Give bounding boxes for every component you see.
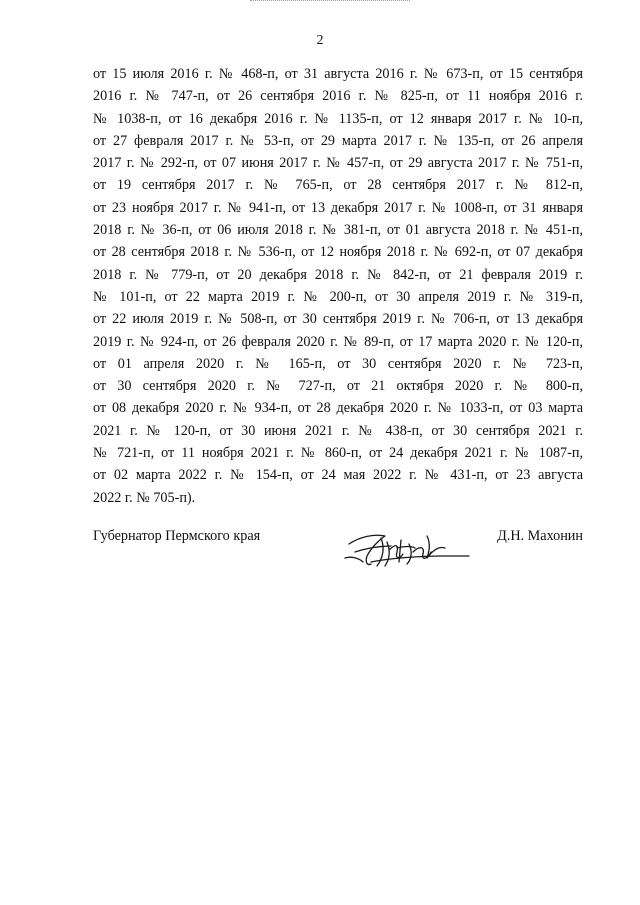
text-line: № 1038-п, от 16 декабря 2016 г. № 1135-п, от 12 января 2017 г. № 10-п, bbox=[93, 110, 583, 127]
text-line: от 01 апреля 2020 г. № 165-п, от 30 сентября 2020 г. № 723-п, bbox=[93, 355, 583, 372]
body-paragraph bbox=[93, 63, 583, 509]
signature-block bbox=[93, 522, 583, 572]
text-line: 2018 г. № 36-п, от 06 июля 2018 г. № 381-п, от 01 августа 2018 г. № 451-п, bbox=[93, 222, 583, 239]
text-line: от 22 июля 2019 г. № 508-п, от 30 сентября 2019 г. № 706-п, от 13 декабря bbox=[93, 311, 583, 328]
text-line: от 15 июля 2016 г. № 468-п, от 31 августа 2016 г. № 673-п, от 15 сентября bbox=[93, 66, 583, 82]
text-line: № 721-п, от 11 ноября 2021 г. № 860-п, от 24 декабря 2021 г. № 1087-п, bbox=[93, 445, 583, 462]
top-edge-rule bbox=[250, 0, 410, 2]
page-number: 2 bbox=[316, 33, 324, 48]
text-line: 2016 г. № 747-п, от 26 сентября 2016 г. № 825-п, от 11 ноября 2016 г. bbox=[93, 88, 583, 105]
text-line: от 27 февраля 2017 г. № 53-п, от 29 марта 2017 г. № 135-п, от 26 апреля bbox=[93, 132, 583, 149]
signatory-name: Д.Н. Махонин bbox=[497, 528, 583, 544]
text-line: от 19 сентября 2017 г. № 765-п, от 28 сентября 2017 г. № 812-п, bbox=[93, 177, 583, 194]
text-line: от 30 сентября 2020 г. № 727-п, от 21 октября 2020 г. № 800-п, bbox=[93, 378, 583, 395]
text-line: 2019 г. № 924-п, от 26 февраля 2020 г. № 89-п, от 17 марта 2020 г. № 120-п, bbox=[93, 333, 583, 350]
text-line: от 28 сентября 2018 г. № 536-п, от 12 ноября 2018 г. № 692-п, от 07 декабря bbox=[93, 244, 583, 261]
text-line: от 02 марта 2022 г. № 154-п, от 24 мая 2022 г. № 431-п, от 23 августа bbox=[93, 467, 583, 484]
signatory-title: Губернатор Пермского края bbox=[93, 528, 261, 544]
handwritten-signature bbox=[341, 522, 471, 572]
text-line: 2018 г. № 779-п, от 20 декабря 2018 г. № 842-п, от 21 февраля 2019 г. bbox=[93, 266, 583, 283]
text-line: от 08 декабря 2020 г. № 934-п, от 28 декабря 2020 г. № 1033-п, от 03 марта bbox=[93, 400, 583, 417]
text-line: № 101-п, от 22 марта 2019 г. № 200-п, от 30 апреля 2019 г. № 319-п, bbox=[93, 288, 583, 305]
text-line: 2017 г. № 292-п, от 07 июня 2017 г. № 457-п, от 29 августа 2017 г. № 751-п, bbox=[93, 155, 583, 172]
text-line: 2022 г. № 705-п). bbox=[93, 489, 196, 506]
text-line: 2021 г. № 120-п, от 30 июня 2021 г. № 438-п, от 30 сентября 2021 г. bbox=[93, 422, 583, 439]
text-line: от 23 ноября 2017 г. № 941-п, от 13 декабря 2017 г. № 1008-п, от 31 января bbox=[93, 199, 583, 216]
